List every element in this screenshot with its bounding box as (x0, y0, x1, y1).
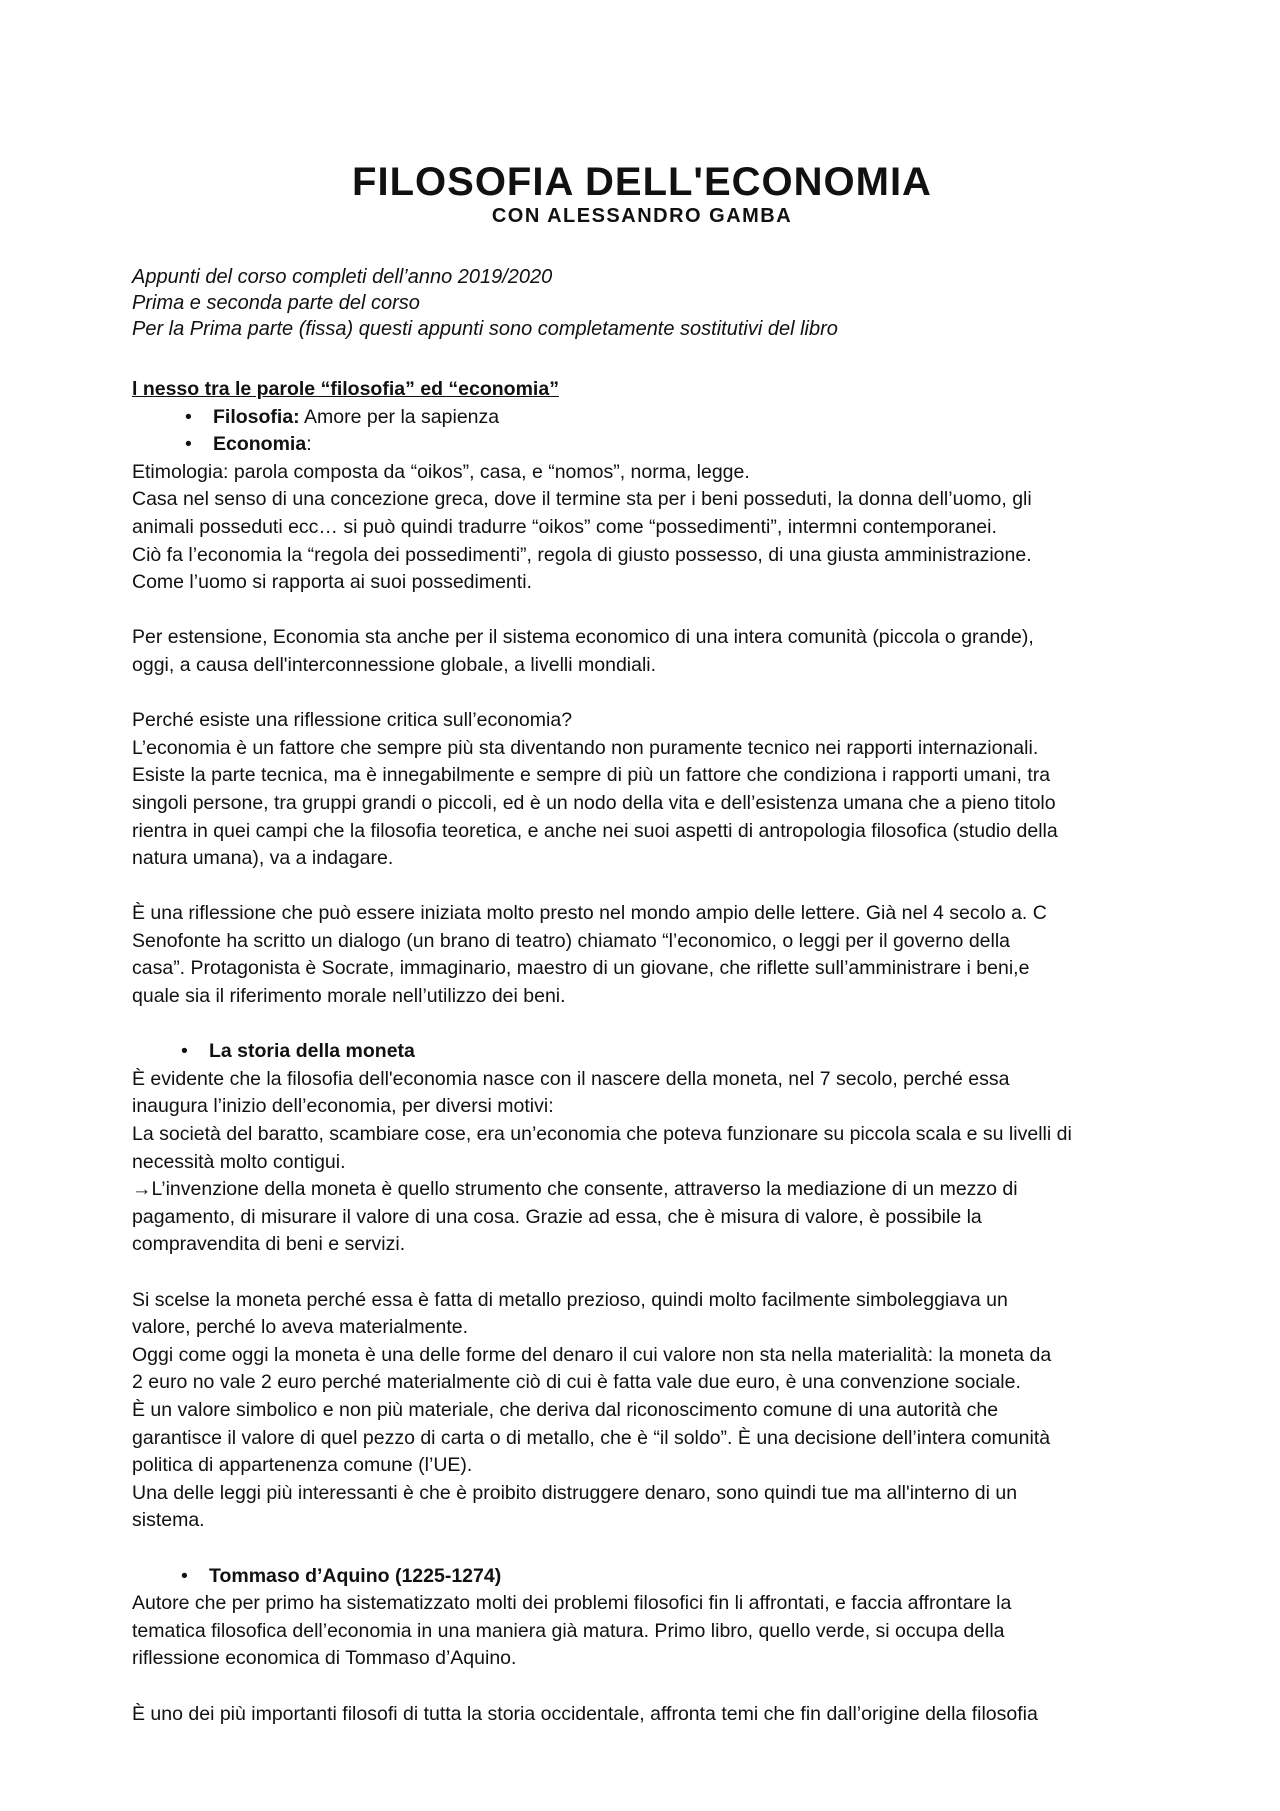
text-line: Senofonte ha scritto un dialogo (un brano di teatro) chiamato “l’economico, o leggi per il governo della (132, 929, 1011, 952)
bullet-term: Filosofia: (213, 405, 300, 428)
text-line: singoli persone, tra gruppi grandi o piccoli, ed è un nodo della vita e dell’esistenza umana che a pieno titolo (132, 791, 1056, 814)
bullet-icon: • (181, 1040, 188, 1063)
text-line: Ciò fa l’economia la “regola dei possedimenti”, regola di giusto possesso, di una giusta amministrazione. (132, 543, 1032, 566)
document-title: FILOSOFIA DELL'ECONOMIA (352, 160, 932, 204)
bullet-item-filosofia (132, 404, 1162, 432)
text-line: Autore che per primo ha sistematizzato molti dei problemi filosofici fin li affrontati, e faccia affrontare la (132, 1592, 1012, 1615)
paragraph-gap (132, 1535, 1162, 1563)
intro-line: Prima e seconda parte del corso (132, 292, 420, 314)
paragraph-gap (132, 873, 1162, 901)
text-line: Esiste la parte tecnica, ma è innegabilmente e sempre di più un fattore che condiziona i rapporti umani, tra (132, 764, 1051, 787)
document-subtitle: CON ALESSANDRO GAMBA (491, 205, 793, 227)
text-line: sistema. (132, 1509, 205, 1532)
text-line: Perché esiste una riflessione critica sull’economia? (132, 709, 573, 732)
text-line: riflessione economica di Tommaso d’Aquino. (132, 1647, 517, 1670)
paragraph-gap (132, 1259, 1162, 1287)
text-line: La società del baratto, scambiare cose, era un’economia che poteva funzionare su piccola scala e su livelli di (132, 1123, 1072, 1146)
text-line: necessità molto contigui. (132, 1150, 346, 1173)
text-line: pagamento, di misurare il valore di una cosa. Grazie ad essa, che è misura di valore, è possibile la (132, 1205, 982, 1228)
bullet-text: Amore per la sapienza (299, 405, 500, 428)
paragraph-gap (132, 680, 1162, 708)
paragraph-metallo (132, 1287, 1162, 1535)
text-line: →L’invenzione della moneta è quello strumento che consente, attraverso la mediazione di un mezzo di (132, 1178, 1018, 1201)
text-line: L’economia è un fattore che sempre più sta diventando non puramente tecnico nei rapporti internazionali. (132, 736, 1039, 759)
paragraph-gap (132, 597, 1162, 625)
text-line: animali posseduti ecc… si può quindi tradurre “oikos” come “possedimenti”, intermni contemporanei. (132, 515, 997, 538)
paragraph-estensione (132, 624, 1162, 679)
text-line: quale sia il riferimento morale nell’utilizzo dei beni. (132, 985, 566, 1008)
text-line: Etimologia: parola composta da “oikos”, casa, e “nomos”, norma, legge. (132, 460, 750, 483)
bullet-heading: La storia della moneta (209, 1040, 415, 1063)
paragraph-moneta (132, 1066, 1162, 1259)
intro-line: Per la Prima parte (fissa) questi appunti sono completamente sostitutivi del libro (132, 318, 838, 340)
paragraph-riflessione-critica (132, 707, 1162, 873)
text-line: È un valore simbolico e non più materiale, che deriva dal riconoscimento comune di una autorità che (132, 1398, 999, 1421)
text-line: Si scelse la moneta perché essa è fatta di metallo prezioso, quindi molto facilmente simboleggiava un (132, 1288, 1008, 1311)
text-line: Come l’uomo si rapporta ai suoi possedimenti. (132, 571, 532, 594)
text-line: rientra in quei campi che la filosofia teoretica, e anche nei suoi aspetti di antropologia filosofica (studio della (132, 819, 1058, 842)
bullet-heading: Tommaso d’Aquino (1225-1274) (209, 1564, 502, 1587)
bullet-item-economia (132, 431, 1162, 459)
paragraph-tommaso (132, 1590, 1162, 1673)
bullet-icon: • (185, 405, 192, 428)
text-line: politica di appartenenza comune (l’UE). (132, 1454, 473, 1477)
text-line: Una delle leggi più interessanti è che è proibito distruggere denaro, sono quindi tue ma all'interno di un (132, 1481, 1018, 1504)
text-line: Per estensione, Economia sta anche per il sistema economico di una intera comunità (piccola o grande), (132, 626, 1034, 649)
paragraph-gap (132, 1673, 1162, 1701)
text-line: inaugura l’inizio dell’economia, per diversi motivi: (132, 1095, 554, 1118)
text-line: È evidente che la filosofia dell'economia nasce con il nascere della moneta, nel 7 secolo, perché essa (132, 1067, 1010, 1090)
intro-block (132, 264, 838, 342)
text-line: tematica filosofica dell’economia in una maniera già matura. Primo libro, quello verde, si occupa della (132, 1619, 1005, 1642)
bullet-text: : (306, 433, 312, 456)
text-line: valore, perché lo aveva materialmente. (132, 1316, 469, 1339)
text-line: È uno dei più importanti filosofi di tutta la storia occidentale, affronta temi che fin dall’origine della filosofia (132, 1702, 1038, 1725)
text-line: 2 euro no vale 2 euro perché materialmente ciò di cui è fatta vale due euro, è una convenzione sociale. (132, 1371, 1021, 1394)
paragraph-filosofi (132, 1701, 1162, 1729)
text-line: garantisce il valore di quel pezzo di carta o di metallo, che è “il soldo”. È una decisione dell’intera comunità (132, 1426, 1051, 1449)
paragraph-gap (132, 1011, 1162, 1039)
text-line: Casa nel senso di una concezione greca, dove il termine sta per i beni posseduti, la donna dell’uomo, gli (132, 488, 1032, 511)
intro-line: Appunti del corso completi dell’anno 2019/2020 (132, 266, 553, 288)
paragraph-etimologia (132, 459, 1162, 597)
paragraph-senofonte (132, 900, 1162, 1010)
text-line: compravendita di beni e servizi. (132, 1233, 406, 1256)
text-line: casa”. Protagonista è Socrate, immaginario, maestro di un giovane, che riflette sull’amministrare i beni,e (132, 957, 1030, 980)
bullet-icon: • (185, 433, 192, 456)
bullet-icon: • (181, 1564, 188, 1587)
bullet-item-tommaso (132, 1563, 1162, 1591)
document-body (132, 376, 1162, 1728)
section-title-nesso: l nesso tra le parole “filosofia” ed “economia” (132, 378, 559, 400)
text-line: Oggi come oggi la moneta è una delle forme del denaro il cui valore non sta nella materialità: la moneta da (132, 1343, 1052, 1366)
text-line: È una riflessione che può essere iniziata molto presto nel mondo ampio delle lettere. Già nel 4 secolo a. C (132, 902, 1047, 925)
bullet-item-storia-moneta (132, 1038, 1162, 1066)
text-line: oggi, a causa dell'interconnessione globale, a livelli mondiali. (132, 653, 657, 676)
text-line: natura umana), va a indagare. (132, 847, 394, 870)
bullet-term: Economia (213, 433, 307, 456)
